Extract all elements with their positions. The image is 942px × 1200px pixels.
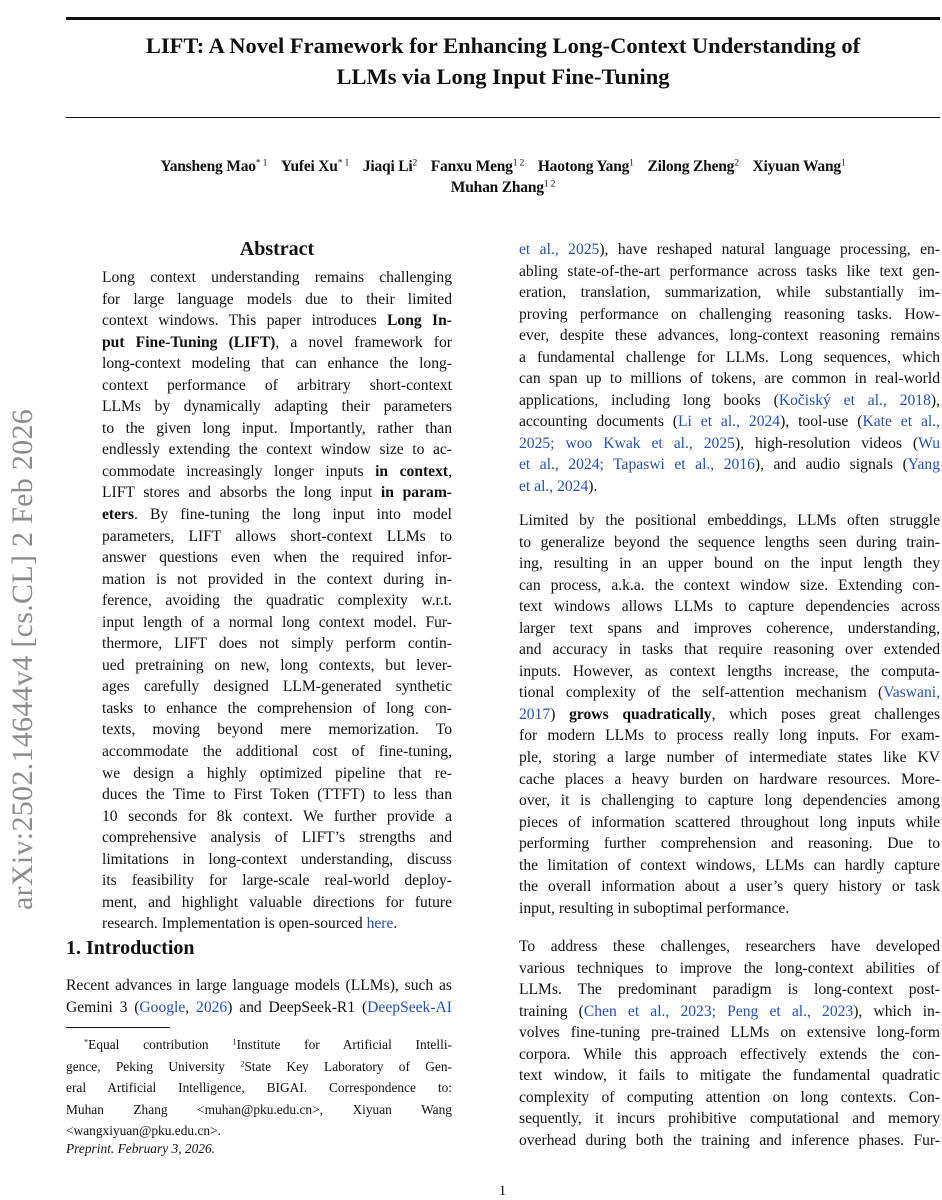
text-run: ) and DeepSeek-R1 (: [227, 998, 368, 1016]
text-line: [102, 547, 452, 569]
text-line: [519, 282, 940, 304]
text-line: [66, 1077, 452, 1099]
text-run: for large language models due to their limited: [102, 290, 452, 308]
text-line: [519, 325, 940, 347]
text-run: ever, despite these advances, long-context reasoning remains: [519, 327, 940, 345]
text-run: Gemini 3 (: [66, 998, 140, 1016]
text-line: [66, 1056, 452, 1078]
text-run: parameters, LIFT allows short-context LLMs to: [102, 527, 452, 545]
text-line: [519, 411, 940, 433]
text-run: eral Artificial Intelligence, BIGAI. Correspondence to:: [66, 1080, 452, 1095]
paper-title-line: LLMs via Long Input Fine-Tuning: [336, 64, 670, 89]
introduction-paragraph: [66, 975, 452, 1018]
text-line: [519, 239, 940, 261]
citation-link[interactable]: Kočiský et al., 2018: [778, 391, 931, 409]
footnote-marker: *: [84, 1037, 89, 1047]
text-line: [102, 332, 452, 354]
author: [160, 158, 267, 175]
author: [281, 158, 349, 175]
text-line: [102, 827, 452, 849]
author: [538, 158, 634, 175]
text-line: [66, 1034, 452, 1056]
text-line: [519, 532, 940, 554]
text-run: sequently, it incurs prohibitive computational and memory: [519, 1110, 940, 1128]
text-line: [66, 1099, 452, 1121]
text-line: [519, 833, 940, 855]
text-run: duces the Time to First Token (TTFT) to less than: [102, 786, 452, 804]
text-run: State Key Laboratory of Gen-: [244, 1058, 453, 1074]
text-line: [519, 304, 940, 326]
text-line: [519, 1065, 940, 1087]
arxiv-identifier-stamp: arXiv:2502.14644v4 [cs.CL] 2 Feb 2026: [6, 408, 39, 910]
text-run: ing, resulting in an upper bound on the input length they: [519, 555, 940, 573]
citation-link[interactable]: Google: [139, 998, 186, 1016]
text-run: can process, a.k.a. the context window size. Extending con-: [519, 576, 940, 594]
text-line: [519, 261, 940, 283]
bold-text: eters: [102, 506, 135, 524]
text-line: [102, 418, 452, 440]
title-bottom-rule: [66, 117, 940, 118]
author-affiliation-marker: * 1: [337, 157, 350, 169]
text-run: and accuracy in tasks that require reasoning over extended: [519, 641, 940, 659]
text-line: [519, 454, 940, 476]
citation-link[interactable]: DeepSeek-AI: [367, 998, 453, 1016]
text-line: [102, 655, 452, 677]
citation-link[interactable]: et al., 2024: [519, 478, 589, 496]
footnote-marker: 2: [240, 1058, 245, 1068]
text-run: over, it is challenging to capture long dependencies among: [519, 792, 940, 810]
author-name: Jiaqi Li: [362, 158, 413, 175]
text-line: [102, 913, 452, 935]
text-line: [519, 347, 940, 369]
text-line: [102, 353, 452, 375]
text-run: ), tool-use (: [780, 413, 863, 431]
text-line: [102, 763, 452, 785]
author-name: Yansheng Mao: [160, 158, 256, 175]
citation-link[interactable]: Vaswani,: [883, 684, 940, 702]
text-run: Long context understanding remains challenging: [102, 269, 452, 286]
text-run: abling state-of-the-art performance across tasks like text gen-: [519, 262, 940, 280]
text-run: ment, and highlight valuable directions for future: [102, 893, 452, 911]
text-run: a fundamental challenge for LLMs. Long sequences, which: [519, 348, 940, 366]
text-line: [519, 855, 940, 877]
author: [647, 158, 738, 175]
text-run: LLMs. The predominant paradigm is long-context post-: [519, 981, 940, 999]
author-name: Xiyuan Wang: [752, 158, 841, 175]
author: [431, 158, 524, 175]
text-line: [519, 553, 940, 575]
text-line: [102, 784, 452, 806]
text-run: gence, Peking University: [66, 1058, 241, 1074]
author: [451, 179, 555, 196]
bold-text: in context: [375, 462, 449, 480]
text-run: texts, moving beyond mere memorization. To: [102, 721, 452, 739]
text-line: [102, 719, 452, 741]
author-name: Haotong Yang: [537, 158, 630, 175]
text-run: long-context modeling that can enhance the long-: [102, 355, 452, 373]
text-run: endlessly extending the context window size to ac-: [102, 441, 452, 459]
text-line: [66, 1120, 452, 1142]
bold-text: grows quadratically: [569, 705, 712, 723]
text-run: ), which in-: [853, 1002, 941, 1020]
text-line: [102, 482, 452, 504]
text-run: to generalize beyond the sequence lengths seen during train-: [519, 533, 940, 551]
text-run: , which poses great challenges: [711, 705, 940, 723]
text-line: [102, 892, 452, 914]
text-line: [519, 639, 940, 661]
text-run: ages carefully designed LLM-generated synthetic: [102, 678, 452, 696]
text-line: [519, 661, 940, 683]
text-run: overhead during both the training and inference phases. Fur-: [519, 1131, 940, 1149]
text-line: [102, 849, 452, 871]
text-line: [102, 461, 452, 483]
text-line: [519, 510, 940, 532]
text-run: ,: [185, 998, 197, 1016]
text-run: text windows allows LLMs to capture dependencies across: [519, 598, 940, 616]
text-run: applications, including long books (: [519, 391, 779, 409]
text-line: [519, 596, 940, 618]
citation-link[interactable]: et al., 2025: [519, 241, 600, 258]
text-run: Muhan Zhang <muhan@pku.edu.cn>, Xiyuan Wang: [66, 1101, 452, 1117]
text-line: [519, 1130, 940, 1152]
text-run: comprehensive analysis of LIFT’s strengths and: [102, 829, 452, 847]
text-run: complexity of computing attention on long contexts. Con-: [519, 1088, 940, 1106]
text-run: 10 seconds for 8k context. We further provide a: [102, 807, 452, 825]
text-run: to the given long input. Importantly, rather than: [102, 419, 452, 437]
text-run: context windows. This paper introduces: [102, 312, 388, 330]
citation-link[interactable]: Yang: [907, 456, 940, 474]
text-line: [519, 725, 940, 747]
author: [363, 158, 417, 175]
citation-link[interactable]: Kate et al.,: [862, 413, 940, 431]
author-name: Fanxu Meng: [430, 158, 513, 175]
text-run: research. Implementation is open-sourced: [102, 915, 367, 933]
text-run: thermore, LIFT does not simply perform contin-: [102, 635, 452, 653]
text-run: accommodate the additional cost of fine-tuning,: [102, 743, 452, 761]
text-run: ple, storing a large number of intermediate states like KV: [519, 749, 940, 767]
text-run: corpora. While this approach effectively extends the con-: [519, 1045, 940, 1063]
text-line: [102, 806, 452, 828]
introduction-paragraph: [519, 936, 940, 1151]
text-line: [519, 390, 940, 412]
text-line: [102, 289, 452, 311]
text-run: ued pretraining on new, long contexts, but lever-: [102, 656, 452, 674]
text-run: the limitation of context windows, LLMs can hardly capture: [519, 856, 940, 874]
text-run: the overall information about a user’s query history or task: [519, 878, 940, 896]
paper-title: [66, 30, 940, 92]
author-name: Zilong Zheng: [647, 158, 735, 175]
author-affiliation-marker: 1: [629, 157, 634, 169]
text-line: [519, 433, 940, 455]
text-run: ), high-resolution videos (: [734, 434, 919, 452]
text-line: [519, 747, 940, 769]
text-line: [519, 876, 940, 898]
preprint-date: Preprint. February 3, 2026.: [66, 1141, 216, 1156]
title-top-rule: [66, 17, 940, 20]
text-run: pieces of information scattered throughout long inputs while: [519, 813, 940, 831]
text-line: [102, 612, 452, 634]
text-line: [519, 1087, 940, 1109]
text-run: Institute for Artificial Intelli-: [236, 1037, 453, 1052]
text-run: Recent advances in large language models (LLMs), such as: [66, 977, 452, 994]
text-run: ), and audio signals (: [754, 456, 908, 474]
text-run: we design a highly optimized pipeline that re-: [102, 764, 452, 782]
text-line: [102, 698, 452, 720]
text-run: tional complexity of the self-attention mechanism (: [519, 684, 884, 702]
citation-link[interactable]: Li et al., 2024: [678, 413, 781, 431]
text-line: [102, 633, 452, 655]
text-line: [102, 504, 452, 526]
author: [753, 158, 846, 175]
text-line: [519, 1022, 940, 1044]
text-run: commodate increasingly longer inputs: [102, 462, 376, 480]
footnote: [66, 1034, 452, 1142]
text-run: inputs. However, as context lengths increase, the computa-: [519, 662, 940, 680]
citation-link[interactable]: et al., 2024; Tapaswi et al., 2016: [519, 456, 755, 474]
citation-link[interactable]: Chen et al., 2023; Peng et al., 2023: [583, 1002, 854, 1020]
text-run: LIFT stores and absorbs the long input: [102, 484, 381, 502]
text-run: , a novel framework for: [275, 333, 452, 351]
text-run: performing further comprehension and reasoning. Due to: [519, 835, 940, 853]
author-affiliation-marker: 1 2: [512, 157, 525, 169]
text-line: [102, 439, 452, 461]
text-run: ference, avoiding the quadratic complexity w.r.t.: [102, 592, 452, 610]
text-line: [519, 812, 940, 834]
page-number: 1: [498, 1183, 507, 1199]
text-line: [102, 590, 452, 612]
author-affiliation-marker: 1 2: [543, 178, 556, 190]
citation-link[interactable]: 2025; woo Kwak et al., 2025: [519, 434, 735, 452]
text-line: [519, 575, 940, 597]
text-line: [519, 769, 940, 791]
text-run: can span up to millions of tokens, are common in real-world: [519, 370, 940, 388]
text-run: eration, translation, summarization, while substantially im-: [519, 284, 940, 302]
bold-text: in param-: [380, 484, 452, 502]
citation-link[interactable]: Wu: [918, 434, 940, 452]
author-affiliation-marker: 1: [840, 157, 846, 169]
text-line: [519, 368, 940, 390]
text-run: ): [550, 705, 570, 723]
text-line: [519, 898, 940, 920]
text-line: [102, 267, 452, 289]
text-line: [102, 676, 452, 698]
bold-text: put Fine-Tuning (LIFT): [102, 333, 276, 351]
bold-text: Long In-: [387, 312, 452, 330]
text-run: . By fine-tuning the long input into model: [134, 506, 452, 524]
text-line: [102, 526, 452, 548]
text-run: context performance of arbitrary short-context: [102, 376, 452, 394]
abstract-body: [102, 267, 452, 935]
text-line: [102, 870, 452, 892]
text-line: [102, 741, 452, 763]
text-line: [66, 975, 452, 997]
abstract-heading: Abstract: [239, 238, 315, 260]
text-line: [519, 704, 940, 726]
text-line: [102, 569, 452, 591]
text-run: accounting documents (: [519, 413, 678, 431]
text-line: [519, 618, 940, 640]
text-line: [519, 1044, 940, 1066]
text-run: cache places a heavy burden on hardware resources. More-: [519, 770, 940, 788]
author-name: Muhan Zhang: [450, 179, 544, 196]
text-line: [102, 310, 452, 332]
text-run: .: [393, 915, 398, 933]
text-run: text window, it fails to mitigate the fundamental quadratic: [519, 1067, 940, 1085]
text-run: mation is not provided in the context during in-: [102, 570, 452, 588]
text-run: Equal contribution: [88, 1037, 233, 1052]
text-run: input, resulting in suboptimal performance.: [519, 899, 790, 917]
text-line: [519, 682, 940, 704]
text-run: volves fine-tuning pre-trained LLMs on extensive long-form: [519, 1024, 940, 1042]
author-affiliation-marker: 2: [412, 157, 418, 169]
text-run: training (: [519, 1002, 584, 1020]
text-run: for modern LLMs to process really long inputs. For exam-: [519, 727, 940, 745]
text-run: ,: [448, 462, 453, 480]
citation-link[interactable]: 2026: [196, 998, 228, 1016]
text-run: larger text spans and improves coherence, understanding,: [519, 619, 940, 637]
text-line: [519, 1001, 940, 1023]
text-line: [519, 979, 940, 1001]
text-line: [102, 396, 452, 418]
citation-link[interactable]: 2017: [519, 705, 551, 723]
text-run: answer questions even when the required infor-: [102, 549, 452, 567]
author-list: [66, 156, 940, 198]
text-run: ),: [930, 391, 940, 409]
text-line: [519, 790, 940, 812]
paper-title-line: LIFT: A Novel Framework for Enhancing Long-Context Understanding of: [145, 33, 861, 58]
text-line: [519, 958, 940, 980]
introduction-paragraph: [519, 510, 940, 919]
text-line: [102, 375, 452, 397]
introduction-paragraph: [519, 239, 940, 498]
citation-link[interactable]: here: [366, 915, 394, 933]
text-run: input length of a normal long context model. Fur-: [102, 613, 452, 631]
text-line: [519, 476, 940, 498]
text-run: various techniques to improve the long-context abilities of: [519, 959, 940, 977]
text-run: ), have reshaped natural language processing, en-: [599, 241, 940, 258]
text-run: limitations in long-context understanding, discuss: [102, 850, 452, 868]
text-run: proving performance on challenging reasoning tasks. How-: [519, 305, 940, 323]
text-run: ).: [588, 478, 598, 496]
text-run: LLMs by dynamically adapting their parameters: [102, 398, 452, 416]
text-run: tasks to enhance the comprehension of long con-: [102, 699, 452, 717]
text-run: <wangxiyuan@pku.edu.cn>.: [66, 1123, 221, 1138]
introduction-heading: 1. Introduction: [66, 937, 195, 959]
author-affiliation-marker: 2: [734, 157, 739, 169]
author-name: Yufei Xu: [280, 158, 338, 175]
text-run: its feasibility for large-scale real-world deploy-: [102, 872, 452, 890]
text-run: To address these challenges, researchers have developed: [519, 938, 940, 955]
footnote-marker: 1: [232, 1037, 237, 1047]
footnote-rule: [66, 1027, 170, 1028]
text-run: Limited by the positional embeddings, LLMs often struggle: [519, 512, 940, 529]
text-line: [519, 1108, 940, 1130]
author-affiliation-marker: * 1: [255, 157, 268, 169]
text-line: [66, 997, 452, 1019]
text-line: [519, 936, 940, 958]
